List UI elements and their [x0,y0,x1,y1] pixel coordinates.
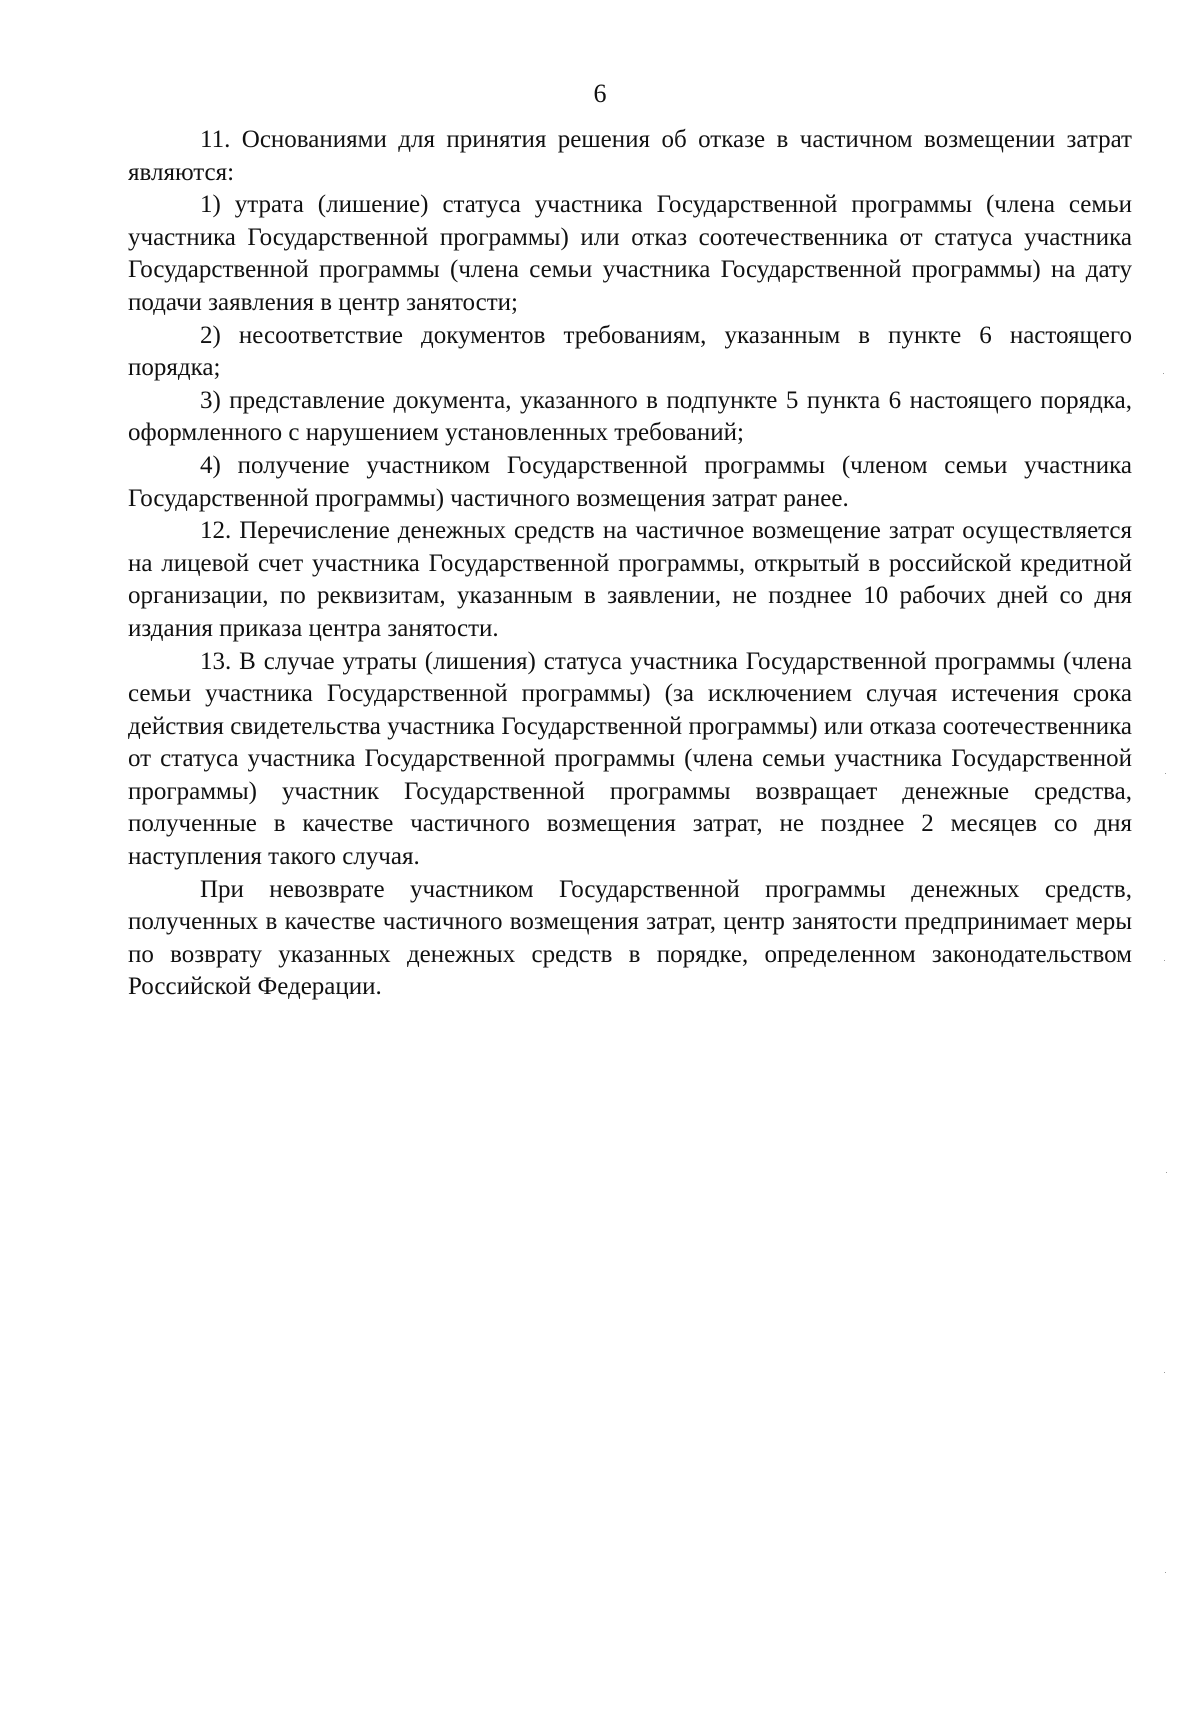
list-item-1: 1) утрата (лишение) статуса участника Государственной программы (члена семьи участника Государственной программы) или отказ соотечественника от статуса участника Государственной программы (члена семьи участника Государственной программы) на дату подачи заявления в центр занятости; [128,191,1132,316]
scan-speck [1165,1572,1166,1573]
list-item-4: 4) получение участником Государственной программы (членом семьи участника Государственной программы) частичного возмещения затрат ранее. [128,451,1132,512]
list-item-2: 2) несоответствие документов требованиям, указанным в пункте 6 настоящего порядка; [128,321,1132,382]
scan-speck [1164,1372,1165,1373]
paragraph-13: 13. В случае утраты (лишения) статуса участника Государственной программы (члена семьи участника Государственной программы) (за исключением случая истечения срока действия свидетельства участника Государственной программы) или отказа соотечественника от статуса участника Государственной программы (члена семьи участника Государственной программы) участник Государственной программы возвращает денежные средства, полученные в качестве частичного возмещения затрат, не позднее 2 месяцев со дня наступления такого случая. [128,647,1132,871]
list-item-3: 3) представление документа, указанного в подпункте 5 пункта 6 настоящего порядка, оформленного с нарушением установленных требований; [128,386,1132,447]
scan-speck [1164,960,1165,961]
paragraph-12: 12. Перечисление денежных средств на частичное возмещение затрат осуществляется на лицевой счет участника Государственной программы, открытый в российской кредитной организации, по реквизитам, указанным в заявлении, не позднее 10 рабочих дней со дня издания приказа центра занятости. [128,517,1132,642]
paragraph-non-return: При невозврате участником Государственной программы денежных средств, полученных в качестве частичного возмещения затрат, центр занятости предпринимает меры по возврату указанных денежных средств в порядке, определенном законодательством Российской Федерации. [128,875,1132,1001]
document-body [128,124,1132,1004]
scan-speck [1165,773,1166,774]
paragraph-11: 11. Основаниями для принятия решения об отказе в частичном возмещении затрат являются: [128,126,1132,186]
scan-speck [1163,373,1164,374]
scan-speck [1166,1172,1167,1173]
page-number: 6 [593,79,607,108]
